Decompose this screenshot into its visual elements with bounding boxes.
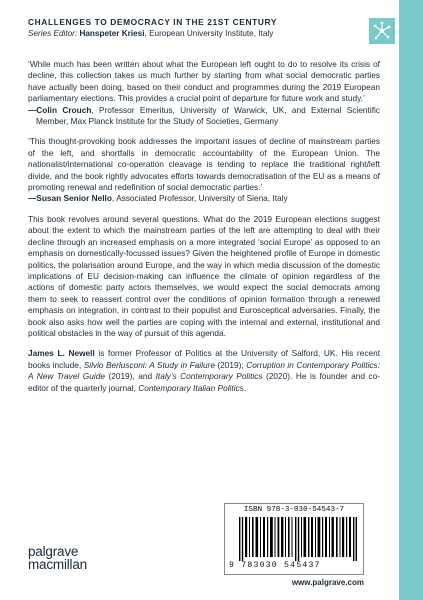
ean-digits: 9 783030 545437 bbox=[229, 561, 321, 570]
journal-title: Contemporary Italian Politics bbox=[138, 382, 244, 393]
barcode-panel bbox=[224, 503, 364, 575]
accent-strip bbox=[399, 0, 423, 600]
series-title: CHALLENGES TO DEMOCRACY IN THE 21ST CENTURY bbox=[28, 17, 277, 27]
author-name: James L. Newell bbox=[28, 348, 95, 359]
author-book-title: Silvio Berlusconi: A Study in Failure bbox=[83, 359, 215, 370]
endorser-affiliation: , Professor Emeritus, University of Warwick, UK, and External Scientific Member, Max Planck Institute for the Study of Societies, Germany bbox=[36, 104, 380, 127]
endorsement bbox=[28, 59, 380, 127]
series-editor-name: Hanspeter Kriesi bbox=[79, 29, 145, 38]
network-star-icon bbox=[372, 21, 392, 41]
publisher-logo-line2: macmillan bbox=[28, 557, 87, 572]
series-header bbox=[28, 16, 368, 40]
author-book-title: Corruption in Contemporary Politics: A New Travel Guide bbox=[28, 359, 380, 382]
series-editor-affiliation: , European University Institute, Italy bbox=[144, 29, 274, 38]
endorsement-attribution bbox=[28, 193, 380, 204]
author-book-title: Italy’s Contemporary Politics bbox=[155, 371, 263, 382]
series-editor-label: Series Editor: bbox=[28, 29, 78, 38]
author-bio-text: (2020). He is founder and co-editor of the quarterly journal, bbox=[28, 371, 380, 393]
publisher-url[interactable]: www.palgrave.com bbox=[291, 578, 364, 587]
endorsement-attribution bbox=[28, 105, 380, 128]
book-description: This book revolves around several questions. What do the 2019 European elections suggest about the extent to which the mainstream parties of the left are attempting to deal with their decline through an increased emphasis on a more integrated ‘social Europe’ as opposed to an emphasis on domestically-focussed issues? Given the heightened profile of Europe in domestic politics, the polarisation around Europe, and the way in which media discussion of the domestic implications of EU decision-making can influence the climate of opinion regardless of the actions of domestic party actors themselves, we would expect the social democrats among them to seek to reassert control over the conditions of opinion formation through a renewed emphasis on integration, in contrast to their populist and Eurosceptical adversaries. Finally, the book also asks how well the parties are coping with the internal and external, institutional and political obstacles in the way of pursuit of this agenda. bbox=[28, 213, 380, 338]
author-bio-text: (2019); bbox=[214, 359, 247, 370]
author-bio-text: is former Professor of Politics at the University of Salford, UK. His recent books include, bbox=[28, 348, 380, 370]
endorsement-quote: ‘This thought-provoking book addresses the important issues of decline of mainstream parties of the left, and shortfalls in democratic accountability of the European Union. The nationalist/international co-operation cleavage is tending to replace the traditional right/left divide, and the book rightly advocates efforts towards democratisation of the EU as a means of promoting renewal and redefinition of social democratic parties.’ bbox=[28, 136, 380, 193]
author-bio bbox=[28, 348, 380, 394]
endorser-name: —Colin Crouch bbox=[28, 104, 92, 115]
isbn-label: ISBN 978-3-030-54543-7 bbox=[243, 506, 345, 514]
endorser-affiliation: , Associated Professor, University of Siena, Italy bbox=[111, 193, 288, 204]
barcode-icon bbox=[239, 517, 357, 561]
endorsement bbox=[28, 136, 380, 204]
series-mark bbox=[369, 18, 395, 44]
author-bio-text: (2019), and bbox=[104, 371, 156, 382]
endorsement-quote: ‘While much has been written about what the European left ought to do to resolve its crisis of decline, this collection takes us much further by starting from what social democratic parties have actually been doing, based on their conduct and programmes during the 2019 European parliamentary elections. This provides a crucial point of departure for future work and study.’ bbox=[28, 59, 380, 104]
publisher-logo bbox=[28, 545, 87, 571]
publisher-logo-line1: palgrave bbox=[28, 544, 79, 559]
cover-text bbox=[28, 59, 380, 394]
series-editor bbox=[28, 28, 368, 40]
endorser-name: —Susan Senior Nello bbox=[28, 193, 112, 204]
author-bio-text: . bbox=[243, 382, 247, 393]
